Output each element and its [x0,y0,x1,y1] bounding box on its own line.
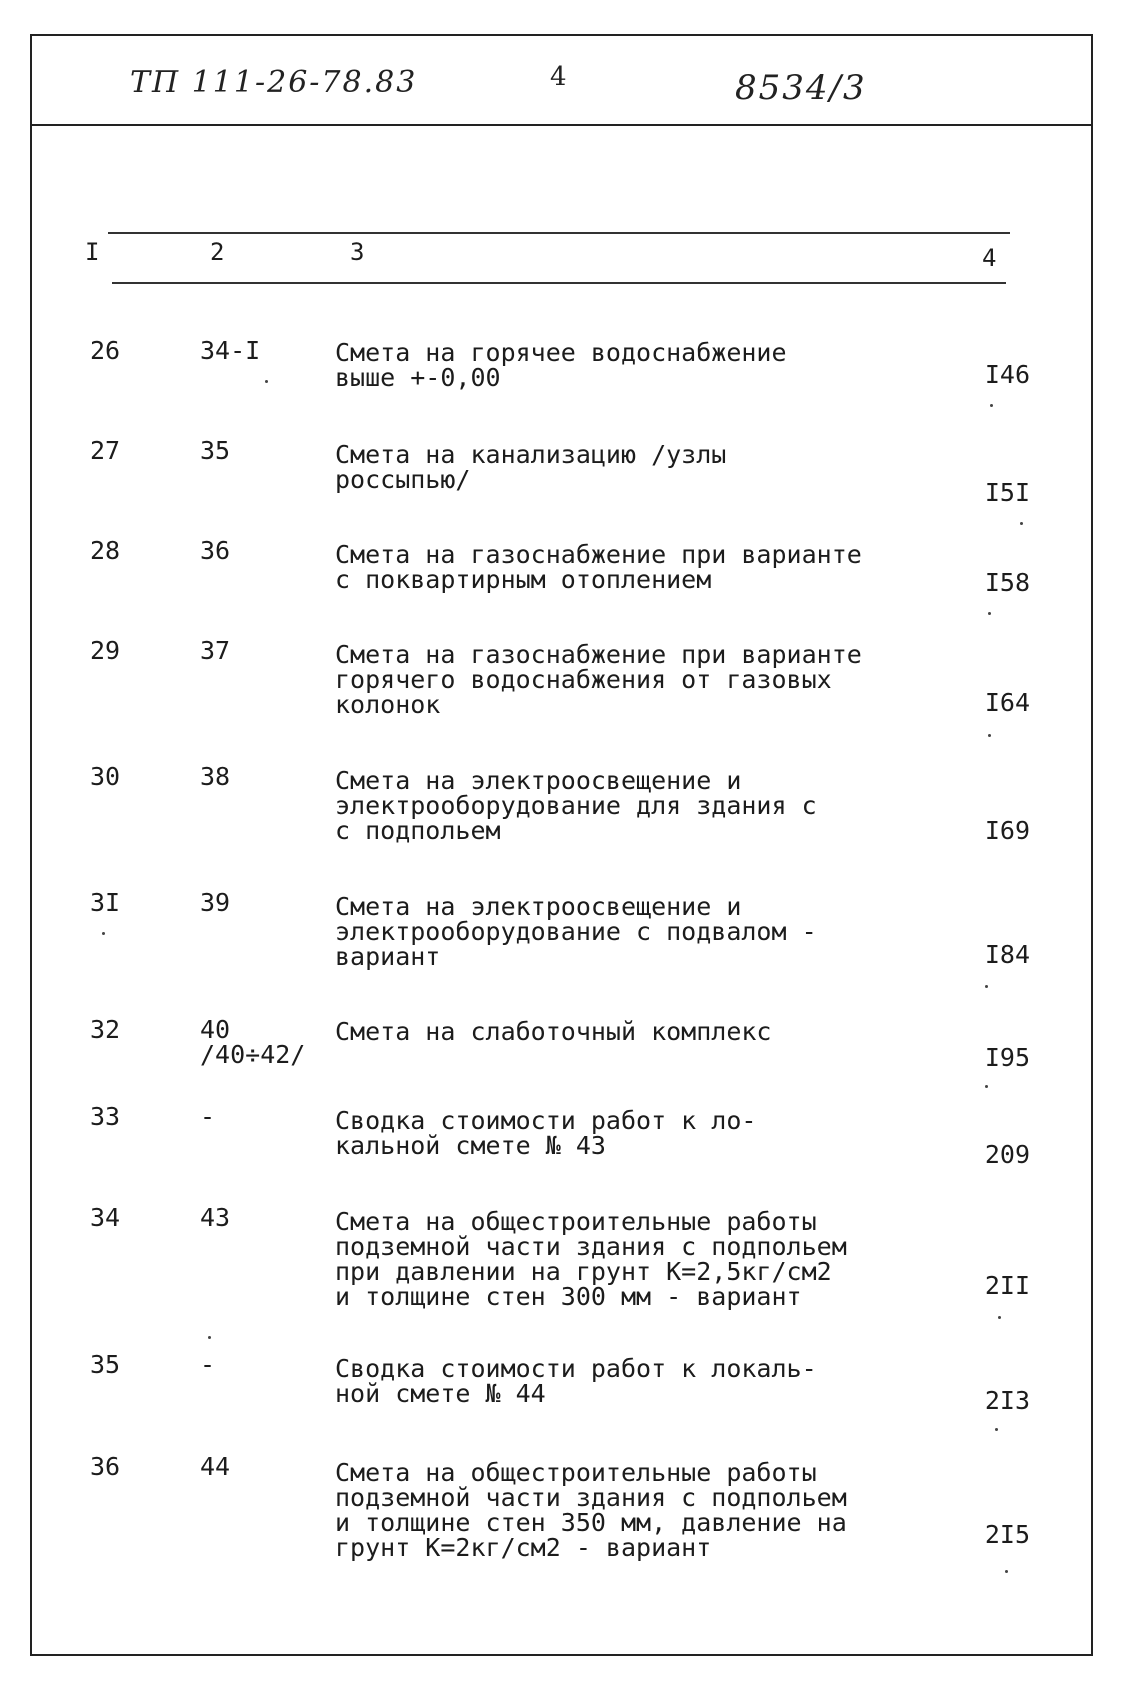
row-code: 36 [200,536,231,565]
row-page: 2I3 [984,1386,1030,1415]
scan-speck [988,734,991,737]
row-description: Смета на электроосвещение и электрооборудование с подвалом - вариант [335,892,817,971]
page-number: 4 [550,62,569,92]
row-page: I84 [984,940,1030,969]
row-code: - [200,1102,216,1131]
scan-speck [985,985,988,988]
row-description: Смета на слаботочный комплекс [335,1017,772,1046]
table-header-rule [112,282,1006,284]
scan-speck [985,1085,988,1088]
row-number: 33 [89,1102,121,1131]
scan-speck [988,612,991,615]
row-code: 44 [200,1452,231,1481]
row-number: 29 [89,636,121,665]
scan-speck [990,404,993,407]
row-description: Смета на газоснабжение при варианте с поквартирным отоплением [335,540,862,594]
album-reference: 8534/3 [735,68,867,108]
row-number: 30 [89,762,121,791]
row-code: - [200,1350,216,1379]
row-description: Смета на электроосвещение и электрооборудование для здания с с подпольем [335,766,817,845]
row-description: Смета на горячее водоснабжение выше +-0,00 [335,338,787,392]
row-number: 34 [89,1203,121,1232]
document-code: ТП 111-26-78.83 [130,65,418,100]
row-page: I58 [984,568,1030,597]
row-code: 43 [200,1203,231,1232]
row-code: 40 /40÷42/ [200,1015,306,1069]
row-description: Смета на газоснабжение при варианте горячего водоснабжения от газовых колонок [335,640,862,719]
row-description: Смета на общестроительные работы подземной части здания с подпольем и толщине стен 350 мм, давление на грунт К=2кг/см2 - вариант [335,1458,847,1562]
scan-speck [1005,1570,1008,1573]
row-page: 2I5 [984,1520,1030,1549]
row-page: 2II [984,1271,1030,1300]
column-number-2: 2 [210,238,225,266]
row-number: 35 [89,1350,121,1379]
scan-speck [995,1428,998,1431]
row-description: Сводка стоимости работ к локаль- ной смете № 44 [335,1354,817,1408]
row-description: Сводка стоимости работ к ло- кальной смете № 43 [335,1106,757,1160]
row-number: 36 [89,1452,121,1481]
row-number: 26 [89,336,121,365]
table-top-rule [108,232,1010,234]
row-page: I46 [984,360,1030,389]
column-number-4: 4 [982,244,997,272]
row-description: Смета на канализацию /узлы россыпью/ [335,440,727,494]
scan-speck [102,932,105,935]
row-code: 35 [200,436,231,465]
scan-speck [265,380,268,383]
row-page: I64 [984,688,1030,717]
row-page: I69 [984,816,1030,845]
row-number: 28 [89,536,121,565]
row-number: 27 [89,436,121,465]
row-page: I5I [984,478,1030,507]
column-number-3: 3 [350,238,365,266]
scan-speck [998,1316,1001,1319]
row-description: Смета на общестроительные работы подземной части здания с подпольем при давлении на грунт К=2,5кг/см2 и толщине стен 300 мм - вариант [335,1207,847,1311]
scan-speck [1020,522,1023,525]
row-code: 39 [200,888,231,917]
row-page: 209 [984,1140,1030,1169]
row-code: 34-I [200,336,261,365]
row-code: 37 [200,636,231,665]
row-number: 3I [89,888,121,917]
row-page: I95 [984,1043,1030,1072]
row-code: 38 [200,762,231,791]
page-frame [30,34,1093,1656]
row-number: 32 [89,1015,121,1044]
scan-speck [208,1336,211,1339]
column-number-1: I [85,238,100,266]
